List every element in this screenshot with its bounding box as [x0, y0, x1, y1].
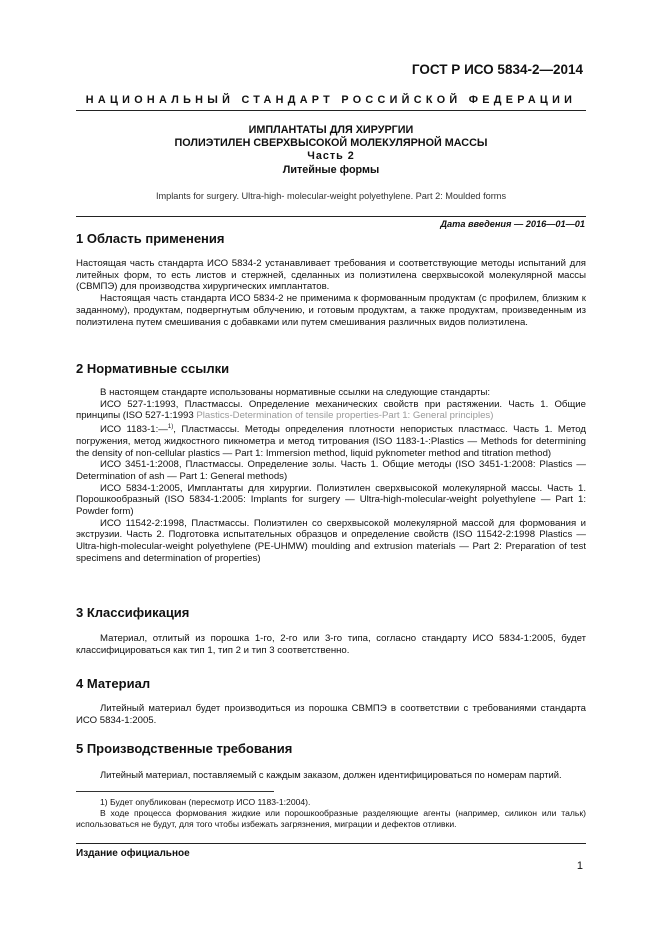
section-1-paragraph-2: Настоящая часть стандарта ИСО 5834-2 не применима к формованным продуктам (с профилем, близким к заданному), продуктам, подвергнутым облучению, и готовым продуктам, а также продуктам, произведенным из полиэтилена путем смешивания с добавками или путем смешивания различных видов полиэтилена. — [76, 293, 586, 328]
section-1-paragraph-1: Настоящая часть стандарта ИСО 5834-2 устанавливает требования и соответствующие методы испытаний для литейных форм, то есть листов и стержней, сделанных из полиэтилена сверхвысокой молекулярной массы (СВМПЭ) для производства хирургических имплантатов. — [76, 258, 586, 293]
title-line-2: ПОЛИЭТИЛЕН СВЕРХВЫСОКОЙ МОЛЕКУЛЯРНОЙ МАССЫ — [174, 137, 488, 150]
footnote-marker: 1) — [167, 424, 174, 431]
date-rule — [76, 216, 586, 217]
reference-iso-527: ИСО 527-1:1993, Пластмассы. Определение механических свойств при растяжении. Часть 1. Общие принципы (ISO 527-1:1993 Plastics-Determination of tensile properties-Part 1: General principles) — [76, 398, 586, 422]
reference-iso-11542: ИСО 11542-2:1998, Пластмассы. Полиэтилен со сверхвысокой молекулярной массой для формования и экструзии. Часть 2. Подготовка испытательных образцов и определение свойств (ISO 11542-2:1998 Plastics — Ultra-high-molecular-weight polyethylene (PE-UHMW) moulding and extrusion materials — Part 2: Preparation of test specimens and determination of properties) — [76, 517, 586, 564]
section-3-body — [76, 633, 586, 656]
document-title — [76, 124, 586, 177]
official-edition: Издание официальное — [76, 848, 190, 859]
footnote-2: В ходе процесса формования жидкие или порошкообразные разделяющие агенты (например, силикон или тальк) использоваться не будут, для того чтобы избежать загрязнения, миграции и дефектов отливки. — [76, 808, 586, 829]
section-5-body — [76, 769, 586, 781]
section-5-heading: 5 Производственные требования — [76, 741, 293, 756]
title-part: Часть 2 — [307, 150, 355, 163]
national-standard-banner: НАЦИОНАЛЬНЫЙ СТАНДАРТ РОССИЙСКОЙ ФЕДЕРАЦИИ — [85, 94, 577, 106]
title-line-1: ИМПЛАНТАТЫ ДЛЯ ХИРУРГИИ — [248, 124, 414, 136]
section-5-paragraph: Литейный материал, поставляемый с каждым заказом, должен идентифицироваться по номерам партий. — [100, 769, 562, 780]
section-1-heading: 1 Область применения — [76, 231, 225, 246]
footnote-rule — [76, 791, 274, 792]
page-number: 1 — [576, 860, 583, 872]
reference-iso-1183: ИСО 1183-1:—$^{1)}$, Пластмассы. Методы определения плотности непористых пластмасс. Часть 1. Метод погружения, метод жидкостного пикнометра и метод титрования (ISO 1183-1-:Plastics — Methods for determining the density of non-cellular plastics — Part 1: Immersion method, liquid pyknometer method and titration method) — [76, 424, 586, 459]
reference-iso-3451: ИСО 3451-1:2008, Пластмассы. Определение золы. Часть 1. Общие методы (ISO 3451-1:2008: Plastics — Determination of ash — Part 1: General methods) — [76, 459, 586, 482]
footnote-1: 1) Будет опубликован (пересмотр ИСО 1183-1:2004). — [100, 797, 311, 807]
section-3-heading: 3 Классификация — [76, 605, 190, 620]
section-4-body — [76, 703, 586, 726]
section-1-body — [76, 258, 586, 328]
references-intro: В настоящем стандарте использованы нормативные ссылки на следующие стандарты: — [100, 387, 491, 398]
english-title: Implants for surgery. Ultra-high- molecular-weight polyethylene. Part 2: Moulded forms — [155, 191, 507, 201]
introduction-date: Дата введения — 2016—01—01 — [440, 219, 585, 229]
section-3-paragraph: Материал, отлитый из порошка 1-го, 2-го или 3-го типа, согласно стандарту ИСО 5834-1:2005, будет классифицироваться как тип 1, тип 2 и тип 3 соответственно. — [76, 633, 586, 656]
footnotes — [76, 797, 586, 830]
section-4-paragraph: Литейный материал будет производиться из порошка СВМПЭ в соответствии с требованиями стандарта ИСО 5834-1:2005. — [76, 703, 586, 726]
section-2-body — [76, 387, 586, 565]
title-subtitle: Литейные формы — [282, 163, 380, 176]
section-2-heading: 2 Нормативные ссылки — [76, 361, 230, 376]
reference-iso-5834: ИСО 5834-1:2005, Имплантаты для хирургии. Полиэтилен сверхвысокой молекулярной массы. Часть 1. Порошкообразный (ISO 5834-1:2005: Implants for surgery — Ultra-high-molecular-weight polyethylene — Part 1: Powder form) — [76, 482, 586, 518]
footer-rule — [76, 843, 586, 844]
standard-code: ГОСТ Р ИСО 5834-2—2014 — [411, 62, 583, 77]
header-rule — [76, 110, 586, 111]
section-4-heading: 4 Материал — [76, 676, 151, 691]
